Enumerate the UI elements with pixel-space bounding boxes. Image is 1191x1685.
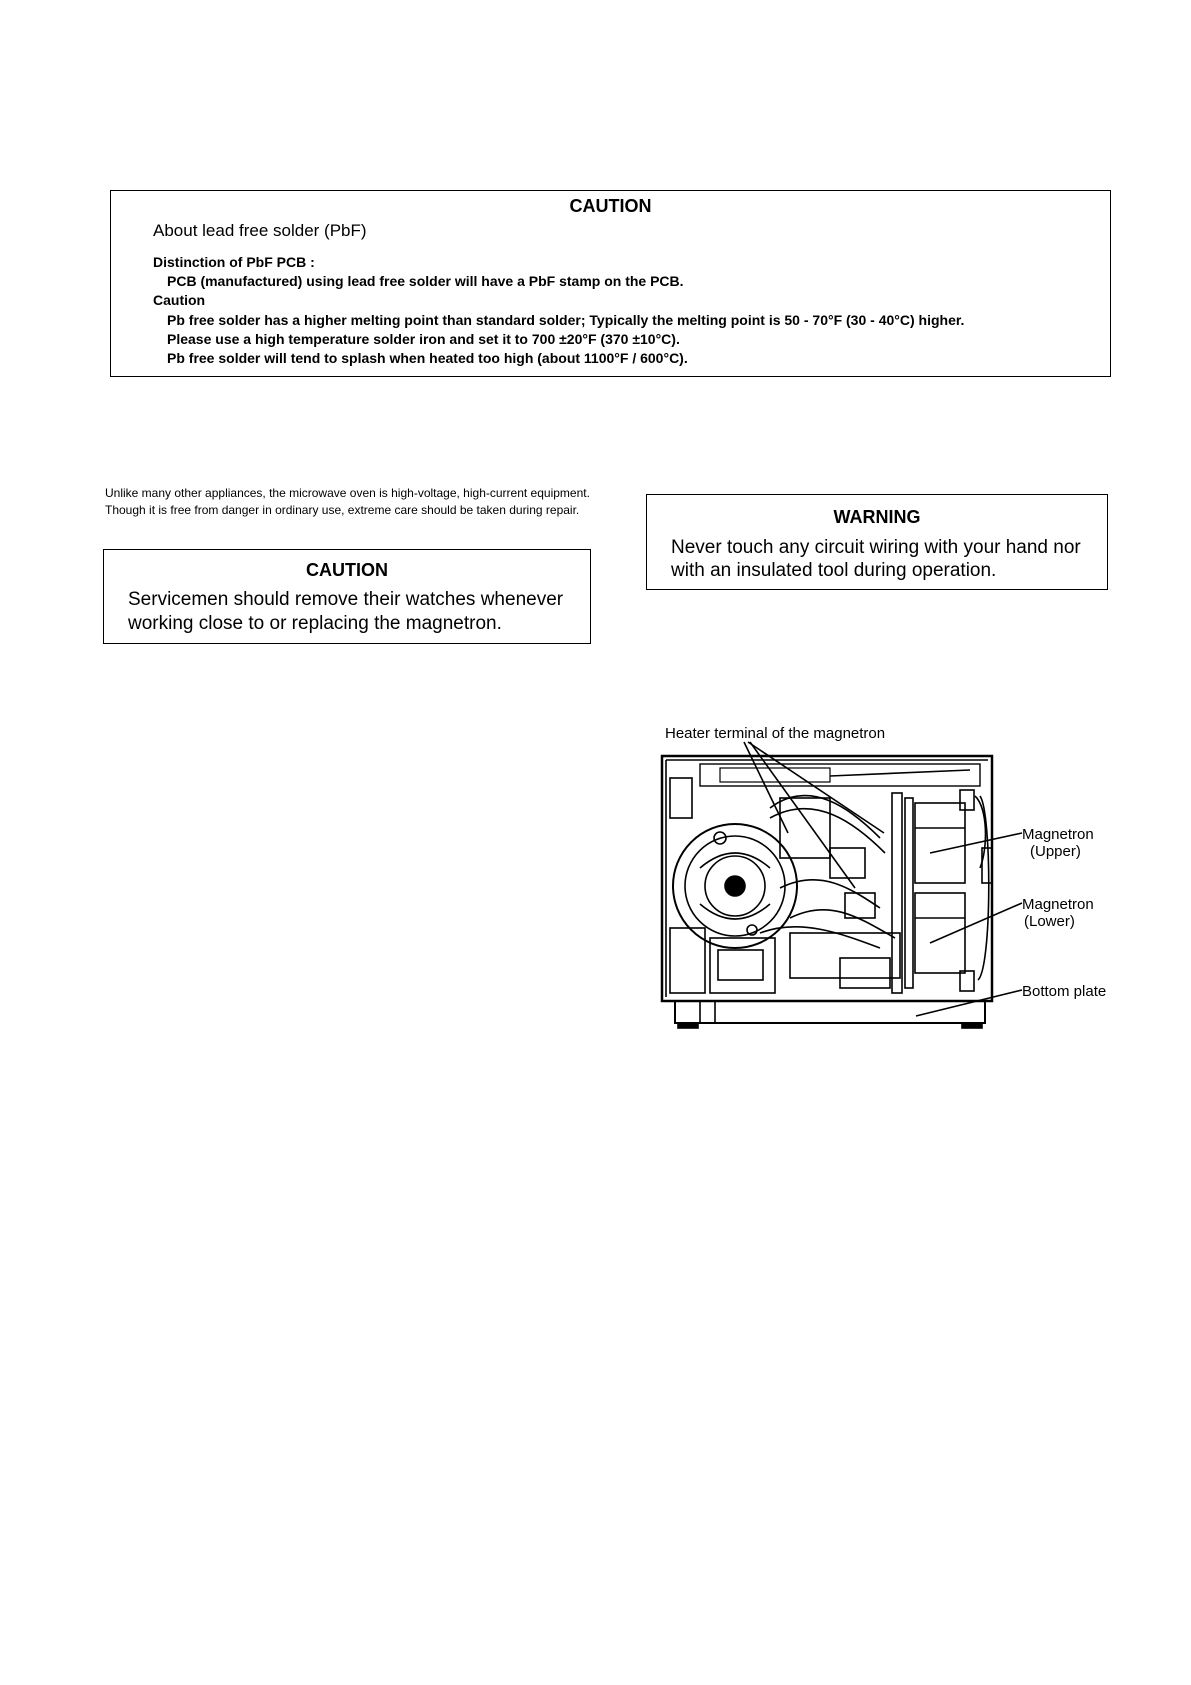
bottom-plate-label: Bottom plate xyxy=(1022,983,1107,1000)
caution-text xyxy=(128,588,563,636)
caution-line-1: Servicemen should remove their watches whenever xyxy=(128,589,564,610)
caution-line-2: working close to or replacing the magnetron. xyxy=(128,613,502,634)
pbf-distinction-text: PCB (manufactured) using lead free solder will have a PbF stamp on the PCB. xyxy=(167,273,684,289)
pbf-caution-box xyxy=(110,190,1111,377)
microwave-illustration xyxy=(640,718,1120,1038)
pbf-caution-subtitle: Caution xyxy=(153,292,206,308)
caution-title: CAUTION xyxy=(306,560,388,580)
magnetron-caution-box xyxy=(103,549,591,644)
magnetron-upper-label: Magnetron (Upper) xyxy=(1022,826,1094,860)
warning-box xyxy=(646,494,1108,590)
pbf-caution-title: CAUTION xyxy=(569,196,652,216)
pbf-line-3: Pb free solder will tend to splash when heated too high (about 1100°F / 600°C). xyxy=(167,350,688,366)
warning-line-1: Never touch any circuit wiring with your hand nor xyxy=(671,537,1081,558)
warning-line-2: with an insulated tool during operation. xyxy=(671,560,997,581)
heater-terminal-label: Heater terminal of the magnetron xyxy=(665,725,886,742)
magnetron-figure xyxy=(640,718,1120,1038)
pbf-line-1: Pb free solder has a higher melting point than standard solder; Typically the melting point is 50 - 70°F (30 - 40°C) higher. xyxy=(167,312,965,328)
magnetron-lower-label: Magnetron (Lower) xyxy=(1022,896,1094,930)
warning-title: WARNING xyxy=(833,507,921,527)
pbf-heading: About lead free solder (PbF) xyxy=(153,221,367,240)
pbf-line-2: Please use a high temperature solder iron and set it to 700 ±20°F (370 ±10°C). xyxy=(167,331,680,347)
intro-paragraph: Unlike many other appliances, the microwave oven is high-voltage, high-current equipment. Though it is free from danger in ordinary use, extreme care should be taken during repair. xyxy=(105,486,590,517)
warning-text xyxy=(671,536,1081,582)
pbf-distinction-title: Distinction of PbF PCB : xyxy=(153,254,315,270)
